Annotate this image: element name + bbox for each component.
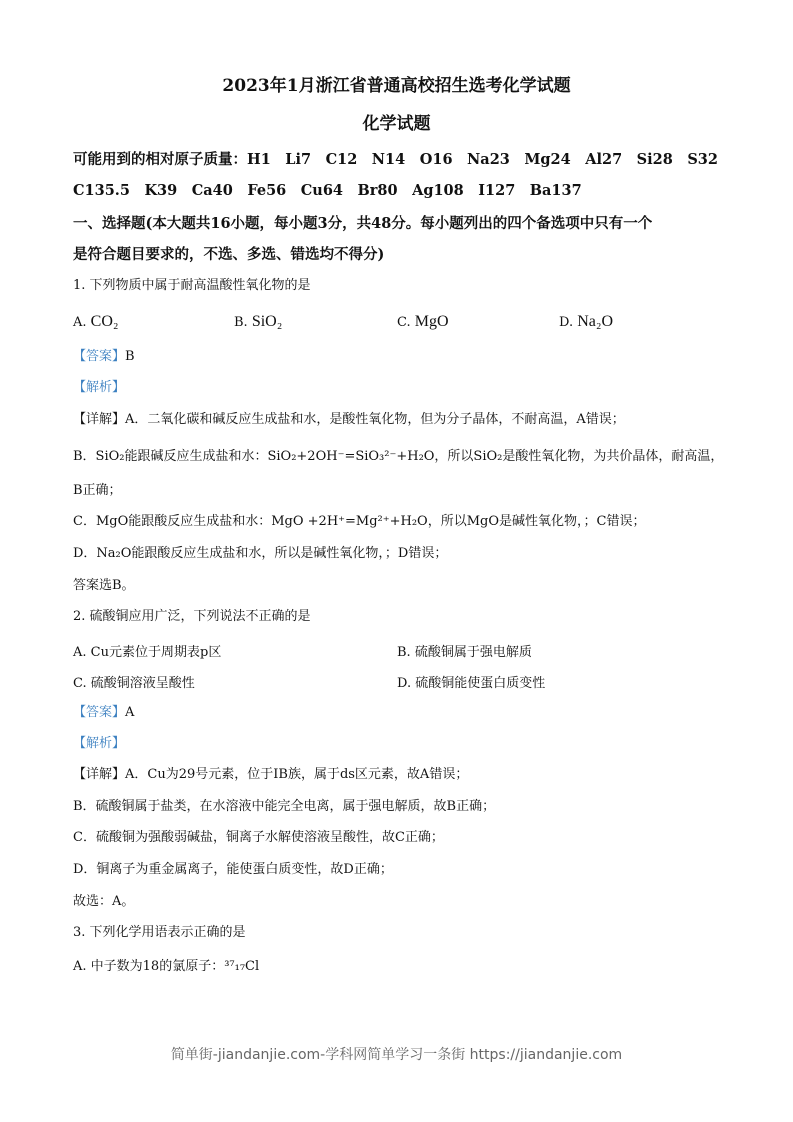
q2-detail-line: D．铜离子为重金属离子，能使蛋白质变性，故D正确； — [73, 862, 393, 877]
q1-detail-line: B．SiO₂能跟碱反应生成盐和水：SiO₂+2OH⁻=SiO₃²⁻+H₂O，所以SiO₂是酸性氧化物，为共价晶体，耐高温， — [73, 449, 724, 464]
q2-stem: 2. 硫酸铜应用广泛，下列说法不正确的是 — [73, 609, 311, 624]
q1-stem: 1. 下列物质中属于耐高温酸性氧化物的是 — [73, 278, 311, 293]
q2-detail-line: 【详解】A．Cu为29号元素，位于IB族，属于ds区元素，故A错误； — [73, 767, 469, 782]
q1-option-d: D. Na₂O — [559, 313, 614, 330]
q2-answer: 【答案】A — [73, 705, 135, 720]
atomic-mass-label: 可能用到的相对原子质量： — [73, 151, 247, 168]
q1-detail-line: D．Na₂O能跟酸反应生成盐和水，所以是碱性氧化物，；D错误； — [73, 546, 448, 561]
q2-analysis-tag: 【解析】 — [73, 736, 126, 751]
atomic-mass-line-1 — [73, 152, 718, 168]
q3-stem: 3. 下列化学用语表示正确的是 — [73, 925, 246, 940]
q1-answer: 【答案】B — [73, 349, 135, 364]
atomic-mass-values: H1 Li7 C12 N14 O16 Na23 Mg24 Al27 Si28 S32 — [247, 151, 718, 168]
q1-option-a: A. CO₂ — [73, 313, 119, 330]
section-heading-2: 是符合题目要求的，不选、多选、错选均不得分) — [73, 246, 385, 263]
section-heading-1: 一、选择题(本大题共16小题，每小题3分，共48分。每小题列出的四个备选项中只有一个 — [73, 215, 653, 232]
q1-detail-line: C．MgO能跟酸反应生成盐和水：MgO +2H⁺=Mg²⁺+H₂O，所以MgO是碱性氧化物，；C错误； — [73, 514, 646, 529]
page-subtitle: 化学试题 — [362, 114, 431, 134]
q2-option-b: B. 硫酸铜属于强电解质 — [397, 645, 532, 660]
q1-detail-line: 【详解】A．二氧化碳和碱反应生成盐和水，是酸性氧化物，但为分子晶体，不耐高温，A错误； — [73, 412, 625, 427]
q2-detail-line: C．硫酸铜为强酸弱碱盐，铜离子水解使溶液呈酸性，故C正确； — [73, 830, 444, 845]
q1-option-b: B. SiO₂ — [234, 313, 283, 330]
q1-option-c: C. MgO — [397, 313, 449, 330]
q1-detail-line: 答案选B。 — [73, 578, 135, 593]
q1-analysis-tag: 【解析】 — [73, 380, 126, 395]
q2-detail-line: 故选：A。 — [73, 894, 135, 909]
q2-detail-line: B．硫酸铜属于盐类，在水溶液中能完全电离，属于强电解质，故B正确； — [73, 799, 496, 814]
page-title: 2023年1月浙江省普通高校招生选考化学试题 — [222, 76, 571, 96]
q2-option-c: C. 硫酸铜溶液呈酸性 — [73, 676, 195, 691]
q1-detail-line: B正确； — [73, 483, 122, 498]
q2-option-a: A. Cu元素位于周期表p区 — [73, 645, 222, 660]
q2-option-d: D. 硫酸铜能使蛋白质变性 — [397, 676, 546, 691]
q3-option-a: A. 中子数为18的氯原子：³⁷₁₇Cl — [73, 959, 260, 974]
atomic-mass-line-2: C135.5 K39 Ca40 Fe56 Cu64 Br80 Ag108 I127 Ba137 — [73, 182, 582, 199]
footer-watermark: 简单街-jiandanjie.com-学科网简单学习一条街 https://jiandanjie.com — [170, 1047, 623, 1063]
